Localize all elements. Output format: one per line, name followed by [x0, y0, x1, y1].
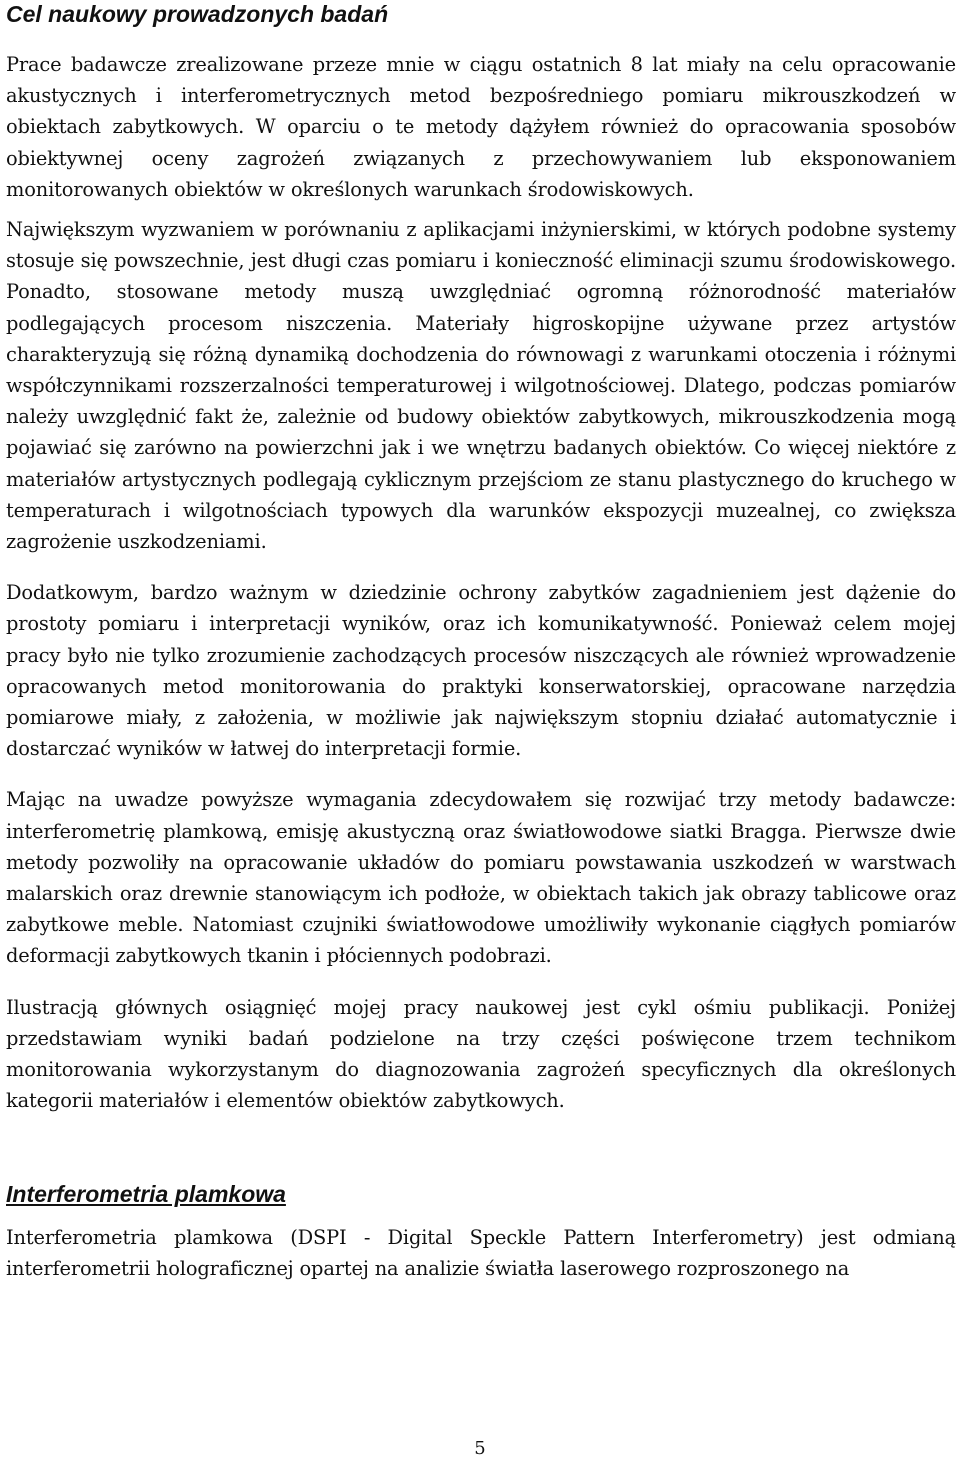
paragraph-publications: Ilustracją głównych osiągnięć mojej pracy naukowej jest cykl ośmiu publikacji. Poniżej przedstawiam wyniki badań podzielone na trzy części poświęcone trzem technikom monitorowania wykorzystanym do diagnozowania zagrożeń specyficznych dla określonych kategorii materiałów i elementów obiektów zabytkowych.	[6, 995, 956, 1113]
paragraph-dspi-intro: Interferometria plamkowa (DSPI - Digital Speckle Pattern Interferometry) jest odmianą interferometrii holograficznej opartej na analizie światła laserowego rozproszonego na	[6, 1225, 956, 1280]
page-number: 5	[474, 1438, 486, 1459]
paragraph-methods: Mając na uwadze powyższe wymagania zdecydowałem się rozwijać trzy metody badawcze: interferometrię plamkową, emisję akustyczną oraz światłowodowe siatki Bragga. Pierwsze dwie metody pozwoliły na opracowanie układów do pomiaru powstawania uszkodzeń w warstwach malarskich oraz drewnie stanowiącym ich podłoże, w obiektach takich jak obrazy tablicowe oraz zabytkowe meble. Natomiast czujniki światłowodowe umożliwiły wykonanie ciągłych pomiarów deformacji zabytkowych tkanin i płóciennych podobrazi.	[6, 788, 956, 968]
paragraph-main-challenge: Największym wyzwaniem w porównaniu z aplikacjami inżynierskimi, w których podobne systemy stosuje się powszechnie, jest długi czas pomiaru i konieczność eliminacji szumu środowiskowego. Ponadto, stosowane metody muszą uwzględniać ogromną różnorodność materiałów podlegających procesom niszczenia. Materiały higroskopijne używane przez artystów charakteryzują się różną dynamiką dochodzenia do równowagi z warunkami otoczenia i różnymi współczynnikami rozszerzalności temperaturowej i wilgotnościowej. Dlatego, podczas pomiarów należy uwzględnić fakt że, zależnie od budowy obiektów zabytkowych, mikrouszkodzenia mogą pojawiać się zarówno na powierzchni jak i we wnętrzu badanych obiektów. Co więcej niektóre z materiałów artystycznych podlegają cyklicznym przejściom ze stanu plastycznego do kruchego w temperaturach i wilgotnościach typowych dla warunków ekspozycji muzealnej, co zwiększa zagrożenie uszkodzeniami.	[6, 218, 956, 554]
paragraph-simplicity: Dodatkowym, bardzo ważnym w dziedzinie ochrony zabytków zagadnieniem jest dążenie do prostoty pomiaru i interpretacji wyników, oraz ich komunikatywność. Ponieważ celem mojej pracy było nie tylko zrozumienie zachodzących procesów niszczących ale również wprowadzenie opracowanych metod monitorowania do praktyki konserwatorskiej, opracowane narzędzia pomiarowe miały, z założenia, w możliwie jak największym stopniu działać automatycznie i dostarczać wyników w łatwej do interpretacji formie.	[6, 581, 956, 761]
document-page	[6, 0, 956, 1284]
section-heading-speckle-interferometry: Interferometria plamkowa	[6, 1180, 286, 1207]
paragraph-research-overview: Prace badawcze zrealizowane przeze mnie w ciągu ostatnich 8 lat miały na celu opracowanie akustycznych i interferometrycznych metod bezpośredniego pomiaru mikrouszkodzeń w obiektach zabytkowych. W oparciu o te metody dążyłem również do opracowania sposobów obiektywnej oceny zagrożeń związanych z przechowywaniem lub eksponowaniem monitorowanych obiektów w określonych warunkach środowiskowych.	[6, 53, 956, 201]
section-heading-research-goal: Cel naukowy prowadzonych badań	[6, 1, 389, 27]
